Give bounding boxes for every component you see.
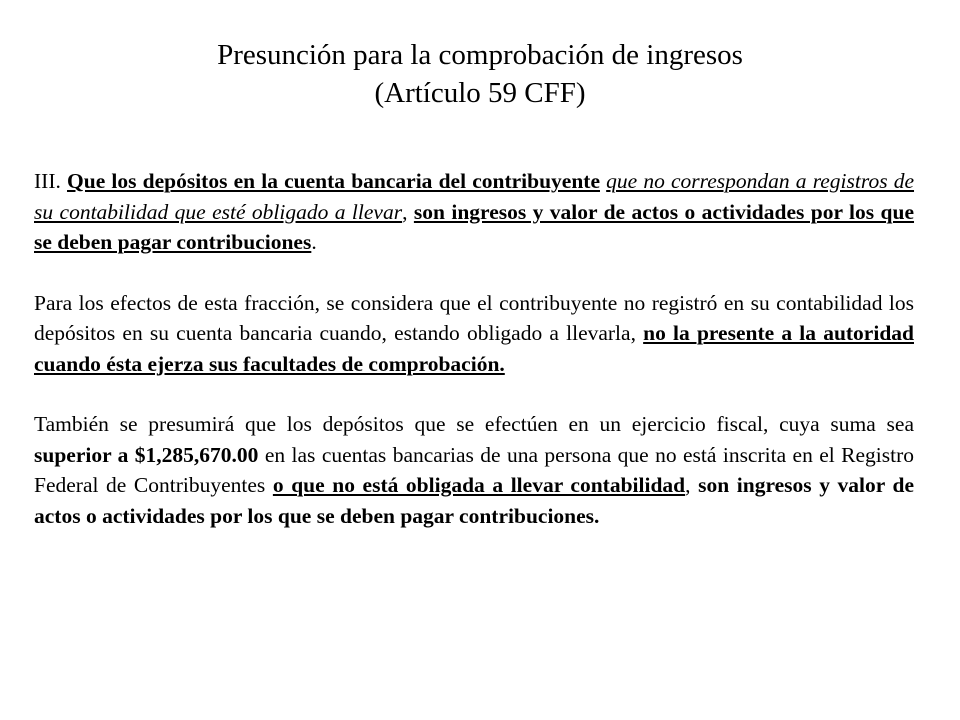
text-segment: También se presumirá que los depósitos que se efectúen en un ejercicio fiscal, cuya suma sea [34,412,914,436]
text-segment: , [402,199,414,224]
text-segment: son ingresos y valor de actos o actividades por los que se deben pagar contribuciones. [34,473,914,528]
text-segment: no la presente a la autoridad cuando ésta ejerza sus facultades de comprobación. [34,321,914,376]
text-segment: , [685,473,699,497]
text-segment: . [311,230,317,254]
paragraph-fraccion-iii [34,166,914,258]
text-segment: en las cuentas bancarias de una persona que no está inscrita en el Registro Federal de Contribuyentes [34,442,914,497]
text-segment: que no correspondan a registros de su contabilidad que esté obligado a llevar [34,169,915,224]
title-line-1: Presunción para la comprobación de ingresos [217,39,743,71]
title-line-2: (Artículo 59 CFF) [374,77,586,109]
text-segment: o que no está obligada a llevar contabilidad [272,473,686,497]
paragraph-presuncion [34,409,914,531]
text-segment: Que los depósitos en la cuenta bancaria del contribuyente [67,169,600,193]
text-segment: III. [34,169,68,193]
text-segment: Para los efectos de esta fracción, se considera que el contribuyente no registró en su contabilidad los depósitos en su cuenta bancaria cuando, estando obligado a llevarla, [34,290,914,345]
paragraph-efectos [34,288,914,380]
text-segment: superior a $1,285,670.00 [34,442,259,467]
text-segment: son ingresos y valor de actos o actividades por los que se deben pagar contribuciones [34,199,915,254]
document-body [34,166,914,531]
page-title [0,36,960,112]
